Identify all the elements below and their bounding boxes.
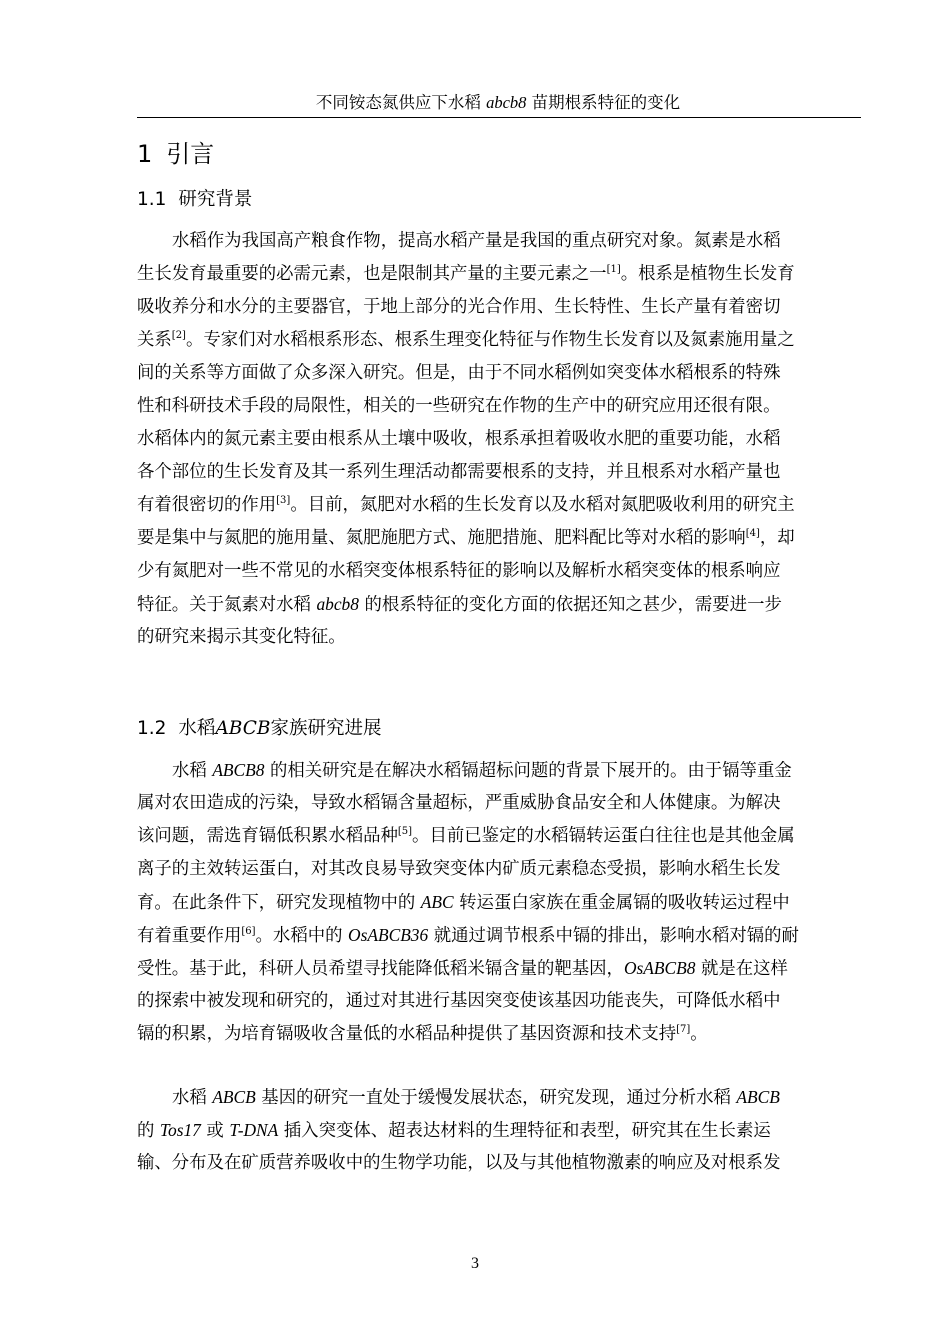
text-run: 或 xyxy=(200,1121,230,1141)
text-line xyxy=(137,390,859,423)
text-line xyxy=(137,886,859,919)
gene-name: ABCB xyxy=(736,1087,780,1107)
text-line xyxy=(137,952,859,985)
subsection-title-gene: ABCB xyxy=(215,718,271,739)
paragraph-background xyxy=(137,225,859,654)
text-run: 的根系特征的变化方面的依据还知之甚少，需要进一步 xyxy=(358,595,782,615)
text-line xyxy=(137,225,859,258)
gene-name: ABCB xyxy=(212,1087,256,1107)
header-title-text-end: 苗期根系特征的变化 xyxy=(526,93,681,112)
text-line xyxy=(137,621,859,654)
paragraph-abcb-genes xyxy=(137,1081,859,1180)
text-run: 。根系是植物生长发育 xyxy=(620,264,795,284)
citation-marker: [1] xyxy=(606,264,621,275)
text-run: 属对农田造成的污染，导致水稻镉含量超标，严重威胁食品安全和人体健康。为解决 xyxy=(137,793,781,813)
header-title-text: 不同铵态氮供应下水稻 xyxy=(315,93,487,112)
text-run: 水稻 xyxy=(172,1088,213,1108)
gene-name: Tos17 xyxy=(159,1120,201,1140)
text-line xyxy=(137,820,859,853)
page-number: 3 xyxy=(471,1255,479,1272)
citation-marker: [7] xyxy=(676,1024,691,1035)
text-line xyxy=(137,456,859,489)
text-run: 水稻 xyxy=(172,761,213,781)
text-run: 要是集中与氮肥的施用量、氮肥施肥方式、施肥措施、肥料配比等对水稻的影响 xyxy=(137,528,746,548)
text-run: 水稻作为我国高产粮食作物，提高水稻产量是我国的重点研究对象。氮素是水稻 xyxy=(172,231,781,251)
text-line xyxy=(137,522,859,555)
text-run: 吸收养分和水分的主要器官，于地上部分的光合作用、生长特性、生长产量有着密切 xyxy=(137,297,781,317)
section-heading-1-2 xyxy=(137,717,382,741)
text-run: 的 xyxy=(137,1121,160,1141)
text-run: 有着重要作用 xyxy=(137,926,242,946)
text-run: 。目前，氮肥对水稻的生长发育以及水稻对氮肥吸收利用的研究主 xyxy=(290,495,795,515)
text-line xyxy=(137,489,859,522)
text-line xyxy=(137,555,859,588)
subsection-title: 水稻 xyxy=(178,718,216,739)
text-run: 的相关研究是在解决水稻镉超标问题的背景下展开的。由于镉等重金 xyxy=(264,761,792,781)
text-run: 插入突变体、超表达材料的生理特征和表型，研究其在生长素运 xyxy=(278,1121,771,1141)
text-run: 。水稻中的 xyxy=(255,926,349,946)
text-line xyxy=(137,1081,859,1114)
citation-marker: [2] xyxy=(171,330,186,341)
text-line xyxy=(137,357,859,390)
text-run: 该问题，需选育镉低积累水稻品种 xyxy=(137,826,398,846)
header-rule xyxy=(137,117,861,118)
text-line xyxy=(137,423,859,456)
running-header xyxy=(137,92,859,114)
text-line xyxy=(137,1147,859,1180)
text-run: 的研究来揭示其变化特征。 xyxy=(137,627,346,647)
text-run: 。专家们对水稻根系形态、根系生理变化特征与作物生长发育以及氮素施用量之 xyxy=(185,330,795,350)
subsection-number: 1.1 xyxy=(137,189,167,210)
section-number: 1 xyxy=(137,140,153,168)
gene-name: OsABCB36 xyxy=(348,925,429,945)
paragraph-abcb8 xyxy=(137,754,859,1051)
text-run: ，却 xyxy=(759,528,795,548)
text-line xyxy=(137,919,859,952)
text-run: 的探索中被发现和研究的，通过对其进行基因突变使该基因功能丧失，可降低水稻中 xyxy=(137,991,781,1011)
text-run: 特征。关于氮素对水稻 xyxy=(137,595,317,615)
text-run: 就是在这样 xyxy=(695,959,788,979)
citation-marker: [5] xyxy=(397,826,413,837)
gene-name: T-DNA xyxy=(229,1120,279,1140)
text-run: 有着很密切的作用 xyxy=(137,495,277,515)
text-run: 间的关系等方面做了众多深入研究。但是，由于不同水稻例如突变体水稻根系的特殊 xyxy=(137,363,781,383)
text-line xyxy=(137,985,859,1018)
text-line xyxy=(137,1114,859,1147)
citation-marker: [3] xyxy=(276,495,291,506)
subsection-title: 研究背景 xyxy=(178,189,253,210)
subsection-number: 1.2 xyxy=(137,718,167,739)
text-line xyxy=(137,291,859,324)
gene-name: abcb8 xyxy=(316,594,359,614)
header-title-gene: abcb8 xyxy=(486,93,527,112)
text-run: 转运蛋白家族在重金属镉的吸收转运过程中 xyxy=(453,893,790,913)
text-line xyxy=(137,853,859,886)
text-run: 。 xyxy=(690,1024,708,1044)
text-line xyxy=(137,258,859,291)
text-run: 水稻体内的氮元素主要由根系从土壤中吸收，根系承担着吸收水肥的重要功能，水稻 xyxy=(137,429,781,449)
section-heading-1 xyxy=(137,139,214,169)
section-heading-1-1 xyxy=(137,188,252,212)
text-run: 基因的研究一直处于缓慢发展状态，研究发现，通过分析水稻 xyxy=(255,1088,737,1108)
text-run: 性和科研技术手段的局限性，相关的一些研究在作物的生产中的研究应用还很有限。 xyxy=(137,396,781,416)
text-run: 各个部位的生长发育及其一系列生理活动都需要根系的支持，并且根系对水稻产量也 xyxy=(137,462,781,482)
section-title: 引言 xyxy=(166,140,215,168)
text-run: 镉的积累，为培育镉吸收含量低的水稻品种提供了基因资源和技术支持 xyxy=(137,1024,677,1044)
text-run: 。目前已鉴定的水稻镉转运蛋白往往也是其他金属 xyxy=(412,826,795,846)
gene-name: ABC xyxy=(420,892,454,912)
citation-marker: [6] xyxy=(241,926,256,937)
text-run: 关系 xyxy=(137,330,172,350)
text-line xyxy=(137,1018,859,1051)
text-line xyxy=(137,754,859,787)
text-line xyxy=(137,324,859,357)
gene-name: OsABCB8 xyxy=(623,958,696,978)
subsection-title-end: 家族研究进展 xyxy=(270,718,382,739)
text-run: 输、分布及在矿质营养吸收中的生物学功能，以及与其他植物激素的响应及对根系发 xyxy=(137,1153,781,1173)
text-line xyxy=(137,787,859,820)
text-run: 生长发育最重要的必需元素，也是限制其产量的主要元素之一 xyxy=(137,264,607,284)
text-run: 离子的主效转运蛋白，对其改良易导致突变体内矿质元素稳态受损，影响水稻生长发 xyxy=(137,859,781,879)
text-run: 育。在此条件下，研究发现植物中的 xyxy=(137,893,421,913)
gene-name: ABCB8 xyxy=(212,760,265,780)
text-run: 少有氮肥对一些不常见的水稻突变体根系特征的影响以及解析水稻突变体的根系响应 xyxy=(137,561,781,581)
text-run: 受性。基于此，科研人员希望寻找能降低稻米镉含量的靶基因， xyxy=(137,959,624,979)
text-run: 就通过调节根系中镉的排出，影响水稻对镉的耐 xyxy=(428,926,799,946)
citation-marker: [4] xyxy=(745,528,760,539)
text-line xyxy=(137,588,859,621)
